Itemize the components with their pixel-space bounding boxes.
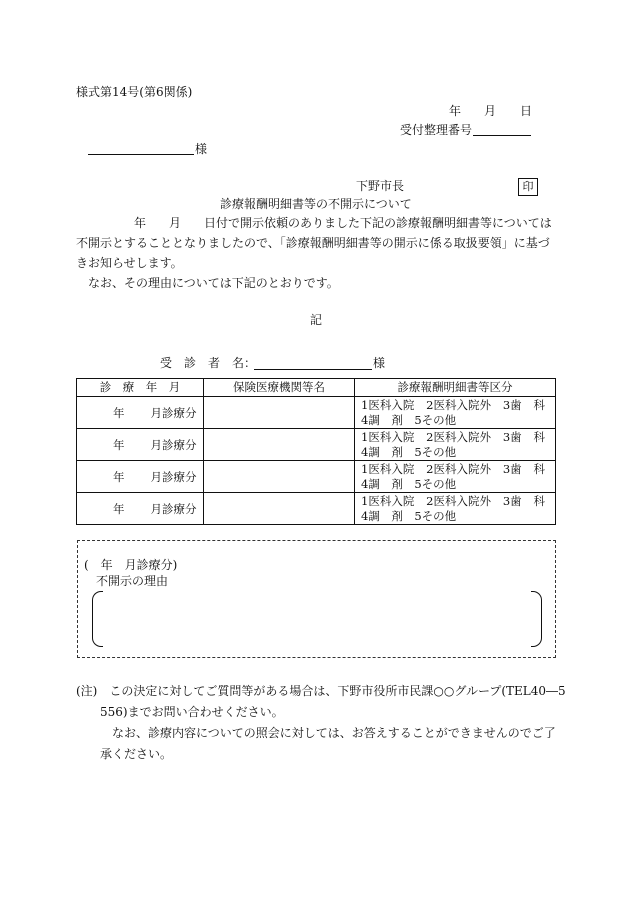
treatment-period-cell[interactable]: 年 月診療分 (77, 429, 204, 461)
institution-cell[interactable] (204, 397, 355, 429)
date-year-label: 年 (449, 104, 462, 118)
reason-box (77, 540, 556, 658)
mayor-label: 下野市長 (356, 179, 405, 193)
header-institution: 保険医療機関等名 (204, 379, 355, 397)
body-paragraph-2: なお、その理由については下記のとおりです。 (88, 276, 339, 290)
note-line-4: 承ください。 (100, 747, 173, 761)
document-title: 診療報酬明細書等の不開示について (220, 197, 412, 211)
body-line-3: きお知らせします。 (76, 256, 183, 270)
notes-section (76, 681, 566, 765)
patient-label: 受 診 者 名： (160, 356, 257, 370)
date-month-label: 月 (484, 104, 497, 118)
header-treatment-period: 診 療 年 月 (77, 379, 204, 397)
body-year-label: 年 (134, 216, 147, 230)
statement-class-cell[interactable]: 1医科入院 2医科入院外 3歯 科 4調 剤 5その他 (355, 397, 556, 429)
table-header-row (77, 379, 556, 397)
note-line-2: 556)までお問い合わせください。 (100, 705, 284, 719)
institution-cell[interactable] (204, 429, 355, 461)
treatment-period-cell[interactable]: 年 月診療分 (77, 461, 204, 493)
detail-table (76, 378, 556, 525)
note-marker: (注) (76, 684, 98, 698)
institution-cell[interactable] (204, 493, 355, 525)
note-line-3: なお、診療内容についての照会に対しては、お答えすることができませんのでご了 (112, 726, 556, 740)
treatment-period-cell[interactable]: 年 月診療分 (77, 493, 204, 525)
left-bracket (92, 591, 103, 647)
body-month-label: 月 (169, 216, 182, 230)
note-line-1: (注) この決定に対してご質問等がある場合は、下野市役所市民課○○グループ(TEL40―5 (76, 684, 566, 698)
reason-label: 不開示の理由 (96, 574, 169, 588)
statement-class-cell[interactable]: 1医科入院 2医科入院外 3歯 科 4調 剤 5その他 (355, 461, 556, 493)
body-paragraph-1 (76, 213, 556, 293)
addressee-name-field[interactable] (88, 143, 194, 155)
patient-name-field[interactable] (254, 357, 372, 370)
receipt-number-field[interactable] (473, 124, 531, 136)
header-statement-class: 診療報酬明細書等区分 (355, 379, 556, 397)
seal-stamp: 印 (518, 178, 538, 196)
table-row (77, 429, 556, 461)
reason-text-area[interactable] (106, 593, 527, 643)
statement-class-cell[interactable]: 1医科入院 2医科入院外 3歯 科 4調 剤 5その他 (355, 493, 556, 525)
table-row (77, 397, 556, 429)
institution-cell[interactable] (204, 461, 355, 493)
addressee-honorific: 様 (195, 142, 208, 156)
record-marker: 記 (310, 313, 323, 327)
body-line-2: 不開示とすることとなりましたので、「診療報酬明細書等の開示に係る取扱要領」に基づ (76, 236, 550, 250)
right-bracket (531, 591, 542, 647)
date-day-label: 日 (520, 104, 533, 118)
reason-period: ( 年 月診療分) (84, 558, 178, 572)
table-row (77, 461, 556, 493)
form-number: 様式第14号(第6関係) (76, 85, 193, 99)
receipt-number-label: 受付整理番号 (400, 123, 473, 137)
patient-honorific: 様 (373, 356, 386, 370)
statement-class-cell[interactable]: 1医科入院 2医科入院外 3歯 科 4調 剤 5その他 (355, 429, 556, 461)
treatment-period-cell[interactable]: 年 月診療分 (77, 397, 204, 429)
body-line-1: 年 月 日付で開示依頼のありました下記の診療報酬明細書等については (134, 216, 552, 230)
table-row (77, 493, 556, 525)
